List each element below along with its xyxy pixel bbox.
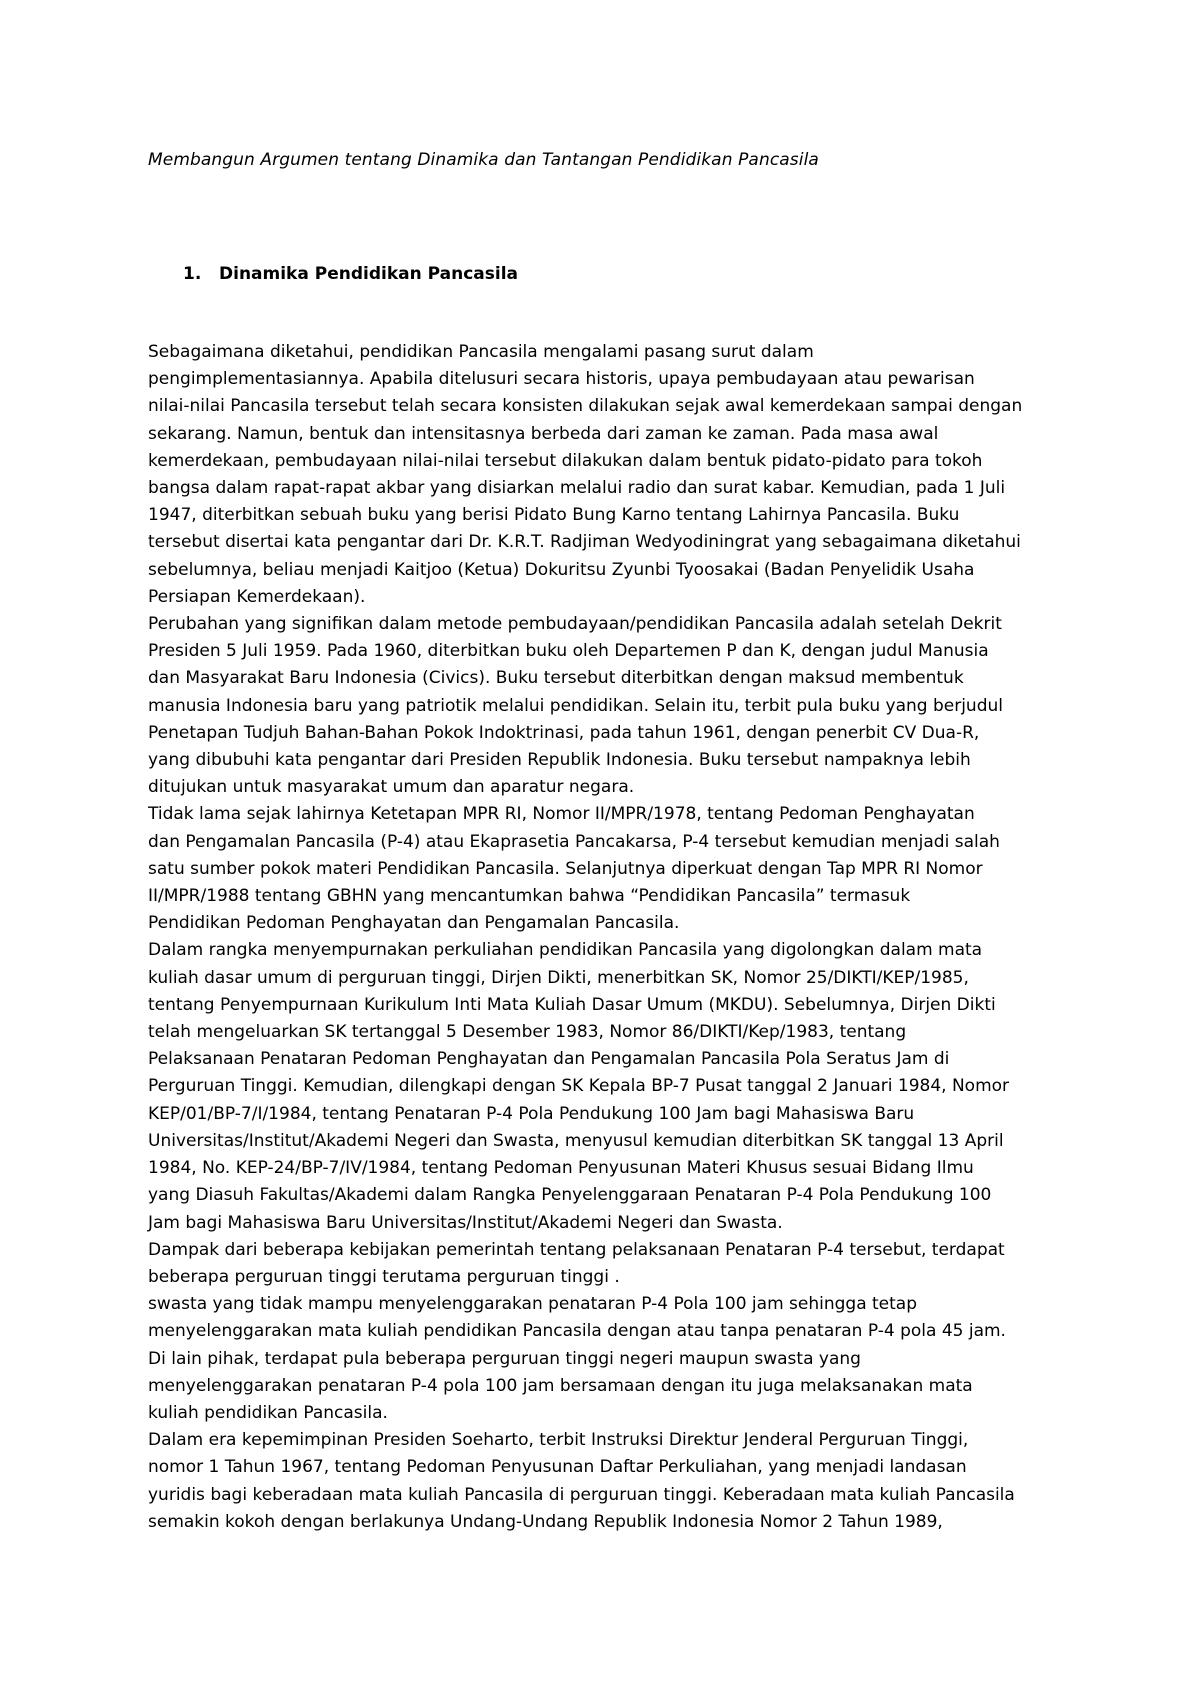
text-line: menyelenggarakan mata kuliah pendidikan Pancasila dengan atau tanpa penataran P-4 pola 45 jam.	[148, 1321, 1006, 1342]
text-line: Pendidikan Pedoman Penghayatan dan Pengamalan Pancasila.	[148, 913, 680, 934]
document-title: Membangun Argumen tentang Dinamika dan Tantangan Pendidikan Pancasila	[148, 150, 819, 170]
text-line: Perguruan Tinggi. Kemudian, dilengkapi dengan SK Kepala BP-7 Pusat tanggal 2 Januari 1984, Nomor	[148, 1076, 1010, 1097]
text-line: manusia Indonesia baru yang patriotik melalui pendidikan. Selain itu, terbit pula buku yang berjudul	[148, 695, 1003, 716]
text-line: menyelenggarakan penataran P-4 pola 100 jam bersamaan dengan itu juga melaksanakan mata	[148, 1375, 973, 1396]
text-line: Persiapan Kemerdekaan).	[148, 586, 366, 607]
text-line: dan Pengamalan Pancasila (P-4) atau Ekaprasetia Pancakarsa, P-4 tersebut kemudian menjadi salah	[148, 831, 1000, 852]
text-line: Dalam era kepemimpinan Presiden Soeharto, terbit Instruksi Direktur Jenderal Perguruan Tinggi,	[148, 1430, 969, 1451]
text-line: Dampak dari beberapa kebijakan pemerintah tentang pelaksanaan Penataran P-4 tersebut, terdapat	[148, 1239, 1005, 1260]
text-line: Tidak lama sejak lahirnya Ketetapan MPR RI, Nomor II/MPR/1978, tentang Pedoman Penghayatan	[148, 804, 975, 825]
text-line: Presiden 5 Juli 1959. Pada 1960, diterbitkan buku oleh Departemen P dan K, dengan judul Manusia	[148, 641, 989, 662]
text-line: semakin kokoh dengan berlakunya Undang-Undang Republik Indonesia Nomor 2 Tahun 1989,	[148, 1511, 943, 1532]
text-line: beberapa perguruan tinggi terutama perguruan tinggi .	[148, 1266, 620, 1287]
text-line: ditujukan untuk masyarakat umum dan aparatur negara.	[148, 777, 635, 798]
text-line: kemerdekaan, pembudayaan nilai-nilai tersebut dilakukan dalam bentuk pidato-pidato para tokoh	[148, 450, 983, 471]
text-line: 1984, No. KEP-24/BP-7/IV/1984, tentang Pedoman Penyusunan Materi Khusus sesuai Bidang Ilmu	[148, 1158, 974, 1179]
text-line: yuridis bagi keberadaan mata kuliah Pancasila di perguruan tinggi. Keberadaan mata kuliah Pancasila	[148, 1484, 1015, 1505]
body-text	[148, 339, 1068, 1536]
text-line: nomor 1 Tahun 1967, tentang Pedoman Penyusunan Daftar Perkuliahan, yang menjadi landasan	[148, 1457, 967, 1478]
text-line: Perubahan yang signifikan dalam metode pembudayaan/pendidikan Pancasila adalah setelah Dekrit	[148, 614, 1002, 635]
text-line: tersebut disertai kata pengantar dari Dr. K.R.T. Radjiman Wedyodiningrat yang sebagaimana diketahui	[148, 532, 1021, 553]
text-line: kuliah pendidikan Pancasila.	[148, 1402, 388, 1423]
text-line: Di lain pihak, terdapat pula beberapa perguruan tinggi negeri maupun swasta yang	[148, 1348, 861, 1369]
text-line: nilai-nilai Pancasila tersebut telah secara konsisten dilakukan sejak awal kemerdekaan sampai dengan	[148, 396, 1023, 417]
text-line: telah mengeluarkan SK tertanggal 5 Desember 1983, Nomor 86/DIKTI/Kep/1983, tentang	[148, 1022, 907, 1043]
text-line: sekarang. Namun, bentuk dan intensitasnya berbeda dari zaman ke zaman. Pada masa awal	[148, 423, 939, 444]
text-line: dan Masyarakat Baru Indonesia (Civics). Buku tersebut diterbitkan dengan maksud membentuk	[148, 668, 964, 689]
section-number: 1.	[183, 264, 202, 284]
text-line: satu sumber pokok materi Pendidikan Pancasila. Selanjutnya diperkuat dengan Tap MPR RI Nomor	[148, 858, 983, 879]
text-line: Penetapan Tudjuh Bahan-Bahan Pokok Indoktrinasi, pada tahun 1961, dengan penerbit CV Dua-R,	[148, 722, 980, 743]
text-line: tentang Penyempurnaan Kurikulum Inti Mata Kuliah Dasar Umum (MKDU). Sebelumnya, Dirjen Dikti	[148, 994, 996, 1015]
text-line: Dalam rangka menyempurnakan perkuliahan pendidikan Pancasila yang digolongkan dalam mata	[148, 940, 983, 961]
text-line: Sebagaimana diketahui, pendidikan Pancasila mengalami pasang surut dalam	[148, 342, 814, 362]
text-line: sebelumnya, beliau menjadi Kaitjoo (Ketua) Dokuritsu Zyunbi Tyoosakai (Badan Penyelidik Usaha	[148, 559, 975, 580]
section-heading	[183, 264, 518, 284]
text-line: Pelaksanaan Penataran Pedoman Penghayatan dan Pengamalan Pancasila Pola Seratus Jam di	[148, 1049, 950, 1070]
text-line: yang Diasuh Fakultas/Akademi dalam Rangka Penyelenggaraan Penataran P-4 Pola Pendukung 100	[148, 1185, 992, 1206]
text-line: KEP/01/BP-7/I/1984, tentang Penataran P-4 Pola Pendukung 100 Jam bagi Mahasiswa Baru	[148, 1103, 915, 1124]
text-line: II/MPR/1988 tentang GBHN yang mencantumkan bahwa “Pendidikan Pancasila” termasuk	[148, 886, 911, 907]
section-title: Dinamika Pendidikan Pancasila	[219, 264, 519, 284]
text-line: kuliah dasar umum di perguruan tinggi, Dirjen Dikti, menerbitkan SK, Nomor 25/DIKTI/KEP/1985,	[148, 967, 969, 988]
text-line: bangsa dalam rapat-rapat akbar yang disiarkan melalui radio dan surat kabar. Kemudian, pada 1 Juli	[148, 478, 1006, 499]
text-line: Jam bagi Mahasiswa Baru Universitas/Institut/Akademi Negeri dan Swasta.	[148, 1212, 783, 1233]
text-line: pengimplementasiannya. Apabila ditelusuri secara historis, upaya pembudayaan atau pewarisan	[148, 369, 975, 390]
text-line: Universitas/Institut/Akademi Negeri dan Swasta, menyusul kemudian diterbitkan SK tanggal 13 April	[148, 1130, 1004, 1151]
text-line: 1947, diterbitkan sebuah buku yang berisi Pidato Bung Karno tentang Lahirnya Pancasila. Buku	[148, 505, 960, 526]
text-line: yang dibubuhi kata pengantar dari Presiden Republik Indonesia. Buku tersebut nampaknya lebih	[148, 750, 971, 771]
text-line: swasta yang tidak mampu menyelenggarakan penataran P-4 Pola 100 jam sehingga tetap	[148, 1294, 918, 1315]
